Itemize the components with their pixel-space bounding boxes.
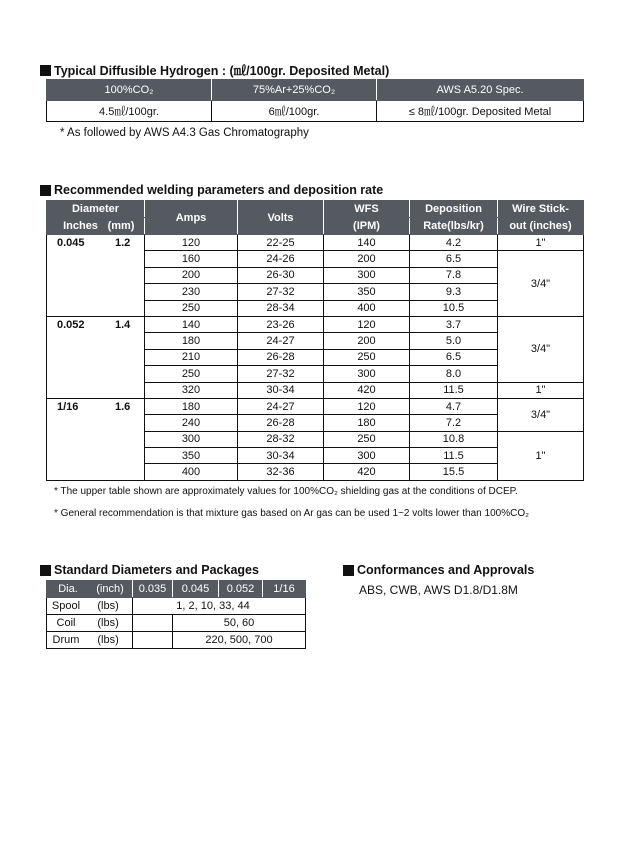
size-header: 0.035	[133, 581, 173, 598]
package-row-drum	[47, 632, 306, 649]
wfs-cell: 250	[324, 431, 410, 447]
volts-cell: 27-32	[238, 366, 324, 382]
wfs-cell: 300	[324, 267, 410, 283]
volts-cell: 26-28	[238, 349, 324, 365]
stickout-cell: 1"	[498, 382, 584, 398]
volts-cell: 22-25	[238, 235, 324, 251]
volts-header: Volts	[238, 201, 324, 235]
wfs-cell: 200	[324, 333, 410, 349]
volts-cell: 30-34	[238, 382, 324, 398]
hydrogen-header-cell: 75%Ar+25%CO₂	[212, 80, 377, 101]
wfs-cell: 180	[324, 415, 410, 431]
amps-header: Amps	[145, 201, 238, 235]
hydrogen-header-cell: AWS A5.20 Spec.	[377, 80, 584, 101]
params-header-row-1	[47, 201, 584, 218]
wfs-cell: 200	[324, 251, 410, 267]
rate-cell: 6.5	[410, 251, 498, 267]
wfs-cell: 420	[324, 382, 410, 398]
hydrogen-value-cell: ≤ 8㎖/100gr. Deposited Metal	[377, 101, 584, 122]
stickout-unit-header: out (inches)	[498, 218, 584, 235]
package-unit: (lbs)	[97, 600, 119, 612]
stickout-cell: 1"	[498, 235, 584, 251]
wfs-cell: 120	[324, 316, 410, 332]
amps-cell: 140	[145, 316, 238, 332]
stickout-cell: 3/4"	[498, 316, 584, 382]
packages-section-title	[40, 563, 259, 577]
volts-cell: 24-27	[238, 398, 324, 414]
diameter-inch: 1/16	[57, 400, 79, 413]
rate-cell: 8.0	[410, 366, 498, 382]
diameter-mm: 1.6	[115, 400, 131, 413]
diameter-cell	[47, 316, 145, 398]
wfs-cell: 350	[324, 284, 410, 300]
rate-cell: 7.8	[410, 267, 498, 283]
diameter-inch: 0.045	[57, 237, 85, 249]
hydrogen-table	[46, 79, 584, 122]
params-row	[47, 398, 584, 414]
package-unit: (lbs)	[97, 617, 119, 629]
volts-cell: 28-34	[238, 300, 324, 316]
package-value: 50, 60	[173, 615, 306, 632]
package-name: Drum	[52, 634, 80, 646]
packages-title-text: Standard Diameters and Packages	[54, 563, 259, 577]
params-table	[46, 200, 584, 481]
package-value: 1, 2, 10, 33, 44	[133, 598, 306, 615]
package-name-cell	[47, 615, 133, 632]
wfs-cell: 400	[324, 300, 410, 316]
params-body	[47, 235, 584, 481]
amps-cell: 250	[145, 300, 238, 316]
amps-cell: 120	[145, 235, 238, 251]
rate-cell: 10.8	[410, 431, 498, 447]
rate-cell: 10.5	[410, 300, 498, 316]
package-value: 220, 500, 700	[173, 632, 306, 649]
diameter-cell	[47, 398, 145, 480]
volts-cell: 32-36	[238, 464, 324, 480]
conformances-text: ABS, CWB, AWS D1.8/D1.8M	[359, 583, 518, 597]
deposition-header: Deposition	[410, 201, 498, 218]
hydrogen-section-title	[40, 61, 389, 79]
conformances-title-text: Conformances and Approvals	[357, 563, 535, 577]
dia-header	[47, 581, 133, 598]
packages-table	[46, 580, 306, 649]
size-header: 1/16	[263, 581, 306, 598]
volts-cell: 26-28	[238, 415, 324, 431]
rate-cell: 6.5	[410, 349, 498, 365]
package-unit: (lbs)	[97, 634, 119, 646]
square-bullet-icon	[40, 185, 51, 196]
hydrogen-header-row	[47, 80, 584, 101]
rate-cell: 4.7	[410, 398, 498, 414]
volts-cell: 28-32	[238, 431, 324, 447]
wfs-cell: 300	[324, 366, 410, 382]
package-name-cell	[47, 632, 133, 649]
hydrogen-header-cell: 100%CO₂	[47, 80, 212, 101]
diameter-inch: 0.052	[57, 318, 85, 331]
mm-header: (mm)	[107, 220, 135, 232]
rate-cell: 3.7	[410, 316, 498, 332]
package-empty-cell	[133, 615, 173, 632]
stickout-cell: 1"	[498, 431, 584, 480]
amps-cell: 180	[145, 333, 238, 349]
amps-cell: 320	[145, 382, 238, 398]
wfs-cell: 120	[324, 398, 410, 414]
packages-header-row	[47, 581, 306, 598]
rate-cell: 11.5	[410, 448, 498, 464]
amps-cell: 180	[145, 398, 238, 414]
amps-cell: 160	[145, 251, 238, 267]
hydrogen-value-row	[47, 101, 584, 122]
diameter-mm: 1.4	[115, 318, 131, 331]
package-name: Spool	[51, 600, 81, 612]
rate-cell: 11.5	[410, 382, 498, 398]
hydrogen-value-cell: 6㎖/100gr.	[212, 101, 377, 122]
params-row	[47, 235, 584, 251]
amps-cell: 200	[145, 267, 238, 283]
params-title-text: Recommended welding parameters and deposition rate	[54, 183, 384, 197]
volts-cell: 24-26	[238, 251, 324, 267]
dia-label: Dia.	[58, 583, 78, 595]
deposition-unit-header: Rate(lbs/kr)	[410, 218, 498, 235]
square-bullet-icon	[343, 565, 354, 576]
size-header: 0.045	[173, 581, 219, 598]
package-row-spool	[47, 598, 306, 615]
rate-cell: 7.2	[410, 415, 498, 431]
wfs-cell: 420	[324, 464, 410, 480]
params-row	[47, 316, 584, 332]
volts-cell: 24-27	[238, 333, 324, 349]
wfs-cell: 140	[324, 235, 410, 251]
rate-cell: 5.0	[410, 333, 498, 349]
wfs-cell: 300	[324, 448, 410, 464]
wfs-unit-header: (IPM)	[324, 218, 410, 235]
inches-header: Inches	[63, 220, 98, 232]
square-bullet-icon	[40, 565, 51, 576]
package-empty-cell	[133, 632, 173, 649]
dia-unit: (inch)	[96, 583, 124, 595]
volts-cell: 30-34	[238, 448, 324, 464]
package-name: Coil	[56, 617, 76, 629]
amps-cell: 250	[145, 366, 238, 382]
diameter-units-header	[47, 218, 145, 235]
volts-cell: 27-32	[238, 284, 324, 300]
hydrogen-note: * As followed by AWS A4.3 Gas Chromatography	[60, 127, 309, 139]
wfs-cell: 250	[324, 349, 410, 365]
volts-cell: 26-30	[238, 267, 324, 283]
conformances-section-title	[343, 563, 534, 577]
hydrogen-title-text: Typical Diffusible Hydrogen : (㎖/100gr. Deposited Metal)	[54, 64, 390, 78]
diameter-cell	[47, 235, 145, 317]
amps-cell: 240	[145, 415, 238, 431]
amps-cell: 210	[145, 349, 238, 365]
rate-cell: 9.3	[410, 284, 498, 300]
package-name-cell	[47, 598, 133, 615]
stickout-header: Wire Stick-	[498, 201, 584, 218]
square-bullet-icon	[40, 65, 51, 76]
diameter-mm: 1.2	[115, 237, 131, 249]
params-note-1: * The upper table shown are approximately values for 100%CO₂ shielding gas at the conditions of DCEP.	[54, 486, 518, 497]
wfs-header: WFS	[324, 201, 410, 218]
volts-cell: 23-26	[238, 316, 324, 332]
rate-cell: 4.2	[410, 235, 498, 251]
rate-cell: 15.5	[410, 464, 498, 480]
stickout-cell: 3/4"	[498, 251, 584, 317]
diameter-header: Diameter	[47, 201, 145, 218]
amps-cell: 400	[145, 464, 238, 480]
amps-cell: 230	[145, 284, 238, 300]
amps-cell: 350	[145, 448, 238, 464]
package-row-coil	[47, 615, 306, 632]
amps-cell: 300	[145, 431, 238, 447]
params-section-title	[40, 183, 383, 197]
size-header: 0.052	[219, 581, 263, 598]
stickout-cell: 3/4"	[498, 398, 584, 431]
hydrogen-value-cell: 4.5㎖/100gr.	[47, 101, 212, 122]
params-note-2: * General recommendation is that mixture gas based on Ar gas can be used 1~2 volts lower than 100%CO₂	[54, 508, 529, 519]
